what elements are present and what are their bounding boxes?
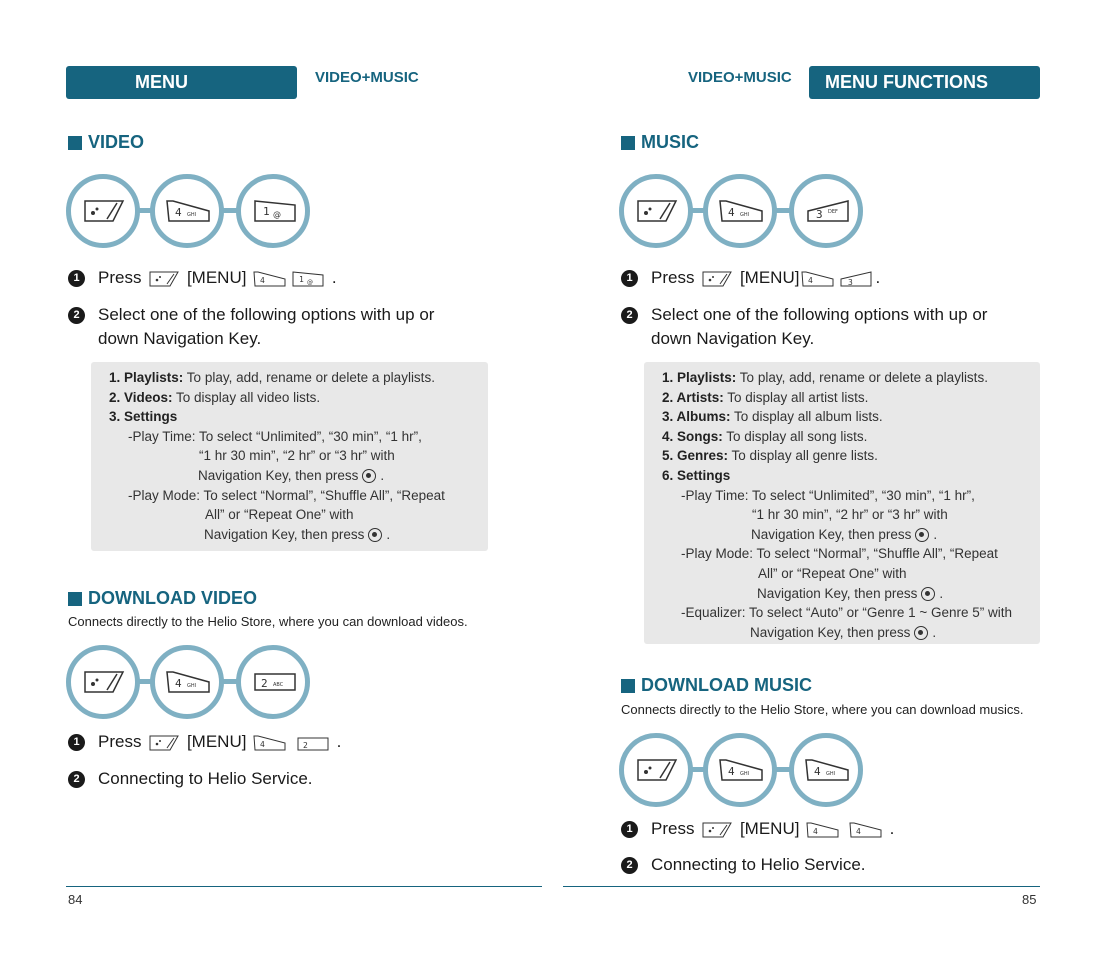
key-4-icon — [849, 821, 883, 839]
key-3-icon — [839, 270, 873, 288]
navigation-key-icon — [915, 528, 929, 542]
navigation-key-icon — [368, 528, 382, 542]
option-videos: 2. Videos: To display all video lists. — [109, 389, 321, 405]
menu-label: [MENU] — [739, 268, 800, 287]
video-heading-text: VIDEO — [88, 132, 145, 152]
setting-play-time-cont2: Navigation Key, then press . — [198, 468, 385, 483]
heading-bullet-icon — [68, 136, 82, 150]
key-2-circle — [236, 645, 310, 719]
svg-text:4: 4 — [260, 739, 265, 749]
key-4-circle — [150, 174, 224, 248]
music-heading-text: MUSIC — [641, 132, 699, 152]
key-4-icon — [718, 197, 766, 225]
setting-equalizer: -Equalizer: To select “Auto” or “Genre 1 ~ Genre 5” with — [681, 605, 1013, 621]
svg-text:4: 4 — [260, 275, 265, 285]
menu-label: [MENU] — [186, 732, 247, 751]
svg-text:DEF: DEF — [828, 209, 838, 215]
option-songs: 4. Songs: To display all song lists. — [662, 428, 868, 444]
download-music-step-2 — [621, 853, 866, 877]
music-options-box — [644, 362, 1040, 644]
svg-text:4: 4 — [728, 765, 735, 778]
svg-text:4: 4 — [813, 826, 818, 836]
svg-text:2: 2 — [302, 740, 308, 750]
menu-key-circle — [66, 174, 140, 248]
key-4-circle — [703, 733, 777, 807]
step-number: 1 — [621, 821, 638, 838]
key-4-icon — [253, 270, 287, 288]
setting-play-time-cont: “1 hr 30 min”, “2 hr” or “3 hr” with — [752, 507, 948, 523]
option-settings: 3. Settings — [109, 409, 178, 425]
heading-bullet-icon — [68, 592, 82, 606]
navigation-key-icon — [921, 587, 935, 601]
end-mark: . — [875, 268, 881, 287]
svg-text:3: 3 — [848, 277, 854, 287]
step-number: 2 — [68, 307, 85, 324]
menu-softkey-icon — [634, 197, 678, 225]
music-step-1 — [621, 266, 880, 290]
footer-rule-right — [563, 886, 1040, 887]
download-music-heading-text: DOWNLOAD MUSIC — [641, 675, 812, 695]
svg-text:ABC: ABC — [273, 682, 284, 688]
svg-text:4: 4 — [855, 826, 861, 836]
banner-title: MENU FUNCTIONS — [825, 72, 988, 92]
press-label: Press — [98, 732, 142, 751]
option-artists: 2. Artists: To display all artist lists. — [662, 389, 869, 405]
svg-text:GHI: GHI — [740, 771, 750, 777]
svg-text:4: 4 — [808, 275, 814, 285]
key-4-icon — [806, 821, 840, 839]
step-number: 1 — [68, 270, 85, 287]
step-number: 1 — [68, 734, 85, 751]
music-key-sequence — [619, 174, 863, 248]
heading-bullet-icon — [621, 679, 635, 693]
menu-softkey-icon — [634, 756, 678, 784]
option-settings: 6. Settings — [662, 468, 731, 483]
download-music-key-sequence — [619, 733, 863, 807]
key-2-icon — [296, 734, 330, 752]
key-4-icon — [165, 668, 213, 696]
setting-play-mode-cont: All” or “Repeat One” with — [205, 507, 354, 523]
heading-bullet-icon — [621, 136, 635, 150]
download-music-step-1 — [621, 817, 894, 841]
key-4-icon — [804, 756, 852, 784]
video-heading — [68, 132, 144, 153]
page-number-right: 85 — [1022, 892, 1037, 907]
option-genres: 5. Genres: To display all genre lists. — [662, 448, 878, 464]
navigation-key-icon — [914, 626, 928, 640]
svg-text:4: 4 — [814, 765, 821, 778]
music-heading — [621, 132, 699, 153]
step-2-text: Select one of the following options with up or down Navigation Key. — [651, 305, 988, 348]
menu-softkey-icon — [148, 734, 180, 752]
download-video-key-sequence — [66, 645, 310, 719]
key-1-icon — [251, 197, 299, 225]
press-label: Press — [651, 819, 695, 838]
navigation-key-icon — [362, 469, 376, 483]
download-video-step-1 — [68, 730, 341, 754]
download-video-heading-text: DOWNLOAD VIDEO — [88, 588, 257, 608]
download-video-heading — [68, 588, 257, 609]
svg-text:GHI: GHI — [187, 212, 197, 218]
svg-text:4: 4 — [175, 206, 182, 219]
download-music-heading — [621, 675, 812, 696]
banner-title: MENU FUNCTIONS — [135, 72, 240, 125]
step-number: 2 — [621, 307, 638, 324]
page-number-left: 84 — [68, 892, 83, 907]
svg-text:GHI: GHI — [826, 771, 836, 777]
download-video-step-2 — [68, 767, 313, 791]
setting-play-mode: -Play Mode: To select “Normal”, “Shuffle All”, “Repeat — [681, 546, 998, 562]
setting-play-time-cont: “1 hr 30 min”, “2 hr” or “3 hr” with — [199, 448, 395, 464]
setting-play-time-cont2: Navigation Key, then press . — [751, 526, 938, 542]
music-step-2 — [621, 303, 1021, 351]
key-4-icon — [801, 270, 835, 288]
key-4-icon — [165, 197, 213, 225]
step-number: 1 — [621, 270, 638, 287]
svg-text:1: 1 — [263, 205, 270, 218]
setting-play-mode: -Play Mode: To select “Normal”, “Shuffle All”, “Repeat — [128, 487, 445, 503]
end-mark: . — [331, 268, 337, 287]
press-label: Press — [98, 268, 142, 287]
setting-play-mode-cont: All” or “Repeat One” with — [758, 566, 907, 581]
video-step-1 — [68, 266, 337, 290]
step-2-text: Connecting to Helio Service. — [98, 769, 313, 788]
svg-text:2: 2 — [261, 677, 268, 690]
svg-text:4: 4 — [728, 206, 735, 219]
menu-functions-banner-right — [809, 66, 1040, 99]
svg-text:GHI: GHI — [187, 683, 197, 689]
section-label-left: VIDEO+MUSIC — [315, 69, 419, 86]
section-label-right: VIDEO+MUSIC — [688, 69, 792, 86]
key-4-icon — [718, 756, 766, 784]
option-playlists: 1. Playlists: To play, add, rename or delete a playlists. — [662, 370, 988, 385]
menu-key-circle — [619, 174, 693, 248]
key-4-circle — [789, 733, 863, 807]
setting-play-mode-cont2: Navigation Key, then press . — [757, 585, 944, 601]
option-albums: 3. Albums: To display all album lists. — [662, 409, 883, 425]
svg-text:GHI: GHI — [740, 212, 750, 218]
end-mark: . — [889, 819, 895, 838]
setting-play-time: -Play Time: To select “Unlimited”, “30 min”, “1 hr”, — [681, 487, 975, 503]
menu-softkey-icon — [81, 668, 125, 696]
menu-softkey-icon — [701, 821, 733, 839]
menu-label: [MENU] — [186, 268, 247, 287]
press-label: Press — [651, 268, 695, 287]
key-3-icon — [804, 197, 852, 225]
menu-softkey-icon — [81, 197, 125, 225]
key-3-circle — [789, 174, 863, 248]
option-playlists: 1. Playlists: To play, add, rename or delete a playlists. — [109, 370, 435, 385]
key-1-icon — [291, 270, 325, 288]
key-4-circle — [703, 174, 777, 248]
key-4-circle — [150, 645, 224, 719]
svg-text:@: @ — [273, 210, 281, 219]
step-number: 2 — [68, 771, 85, 788]
menu-label: [MENU] — [739, 819, 800, 838]
menu-key-circle — [66, 645, 140, 719]
key-2-icon — [251, 668, 299, 696]
key-4-icon — [253, 734, 287, 752]
download-video-intro: Connects directly to the Helio Store, where you can download videos. — [68, 614, 468, 629]
menu-softkey-icon — [701, 270, 733, 288]
key-1-circle — [236, 174, 310, 248]
step-2-text: Connecting to Helio Service. — [651, 855, 866, 874]
video-options-box — [91, 362, 488, 551]
menu-softkey-icon — [148, 270, 180, 288]
svg-text:4: 4 — [175, 677, 182, 690]
video-step-2 — [68, 303, 468, 351]
video-key-sequence — [66, 174, 310, 248]
menu-key-circle — [619, 733, 693, 807]
menu-functions-banner-left — [66, 66, 297, 125]
setting-play-mode-cont2: Navigation Key, then press . — [204, 526, 391, 542]
end-mark: . — [336, 732, 342, 751]
footer-rule-left — [66, 886, 542, 887]
svg-text:3: 3 — [816, 208, 823, 221]
svg-text:1: 1 — [299, 274, 304, 284]
step-number: 2 — [621, 857, 638, 874]
svg-text:@: @ — [307, 278, 314, 286]
step-2-text: Select one of the following options with up or down Navigation Key. — [98, 305, 435, 348]
setting-play-time: -Play Time: To select “Unlimited”, “30 min”, “1 hr”, — [128, 428, 422, 444]
setting-equalizer-cont: Navigation Key, then press . — [750, 624, 937, 640]
download-music-intro: Connects directly to the Helio Store, where you can download musics. — [621, 702, 1024, 717]
